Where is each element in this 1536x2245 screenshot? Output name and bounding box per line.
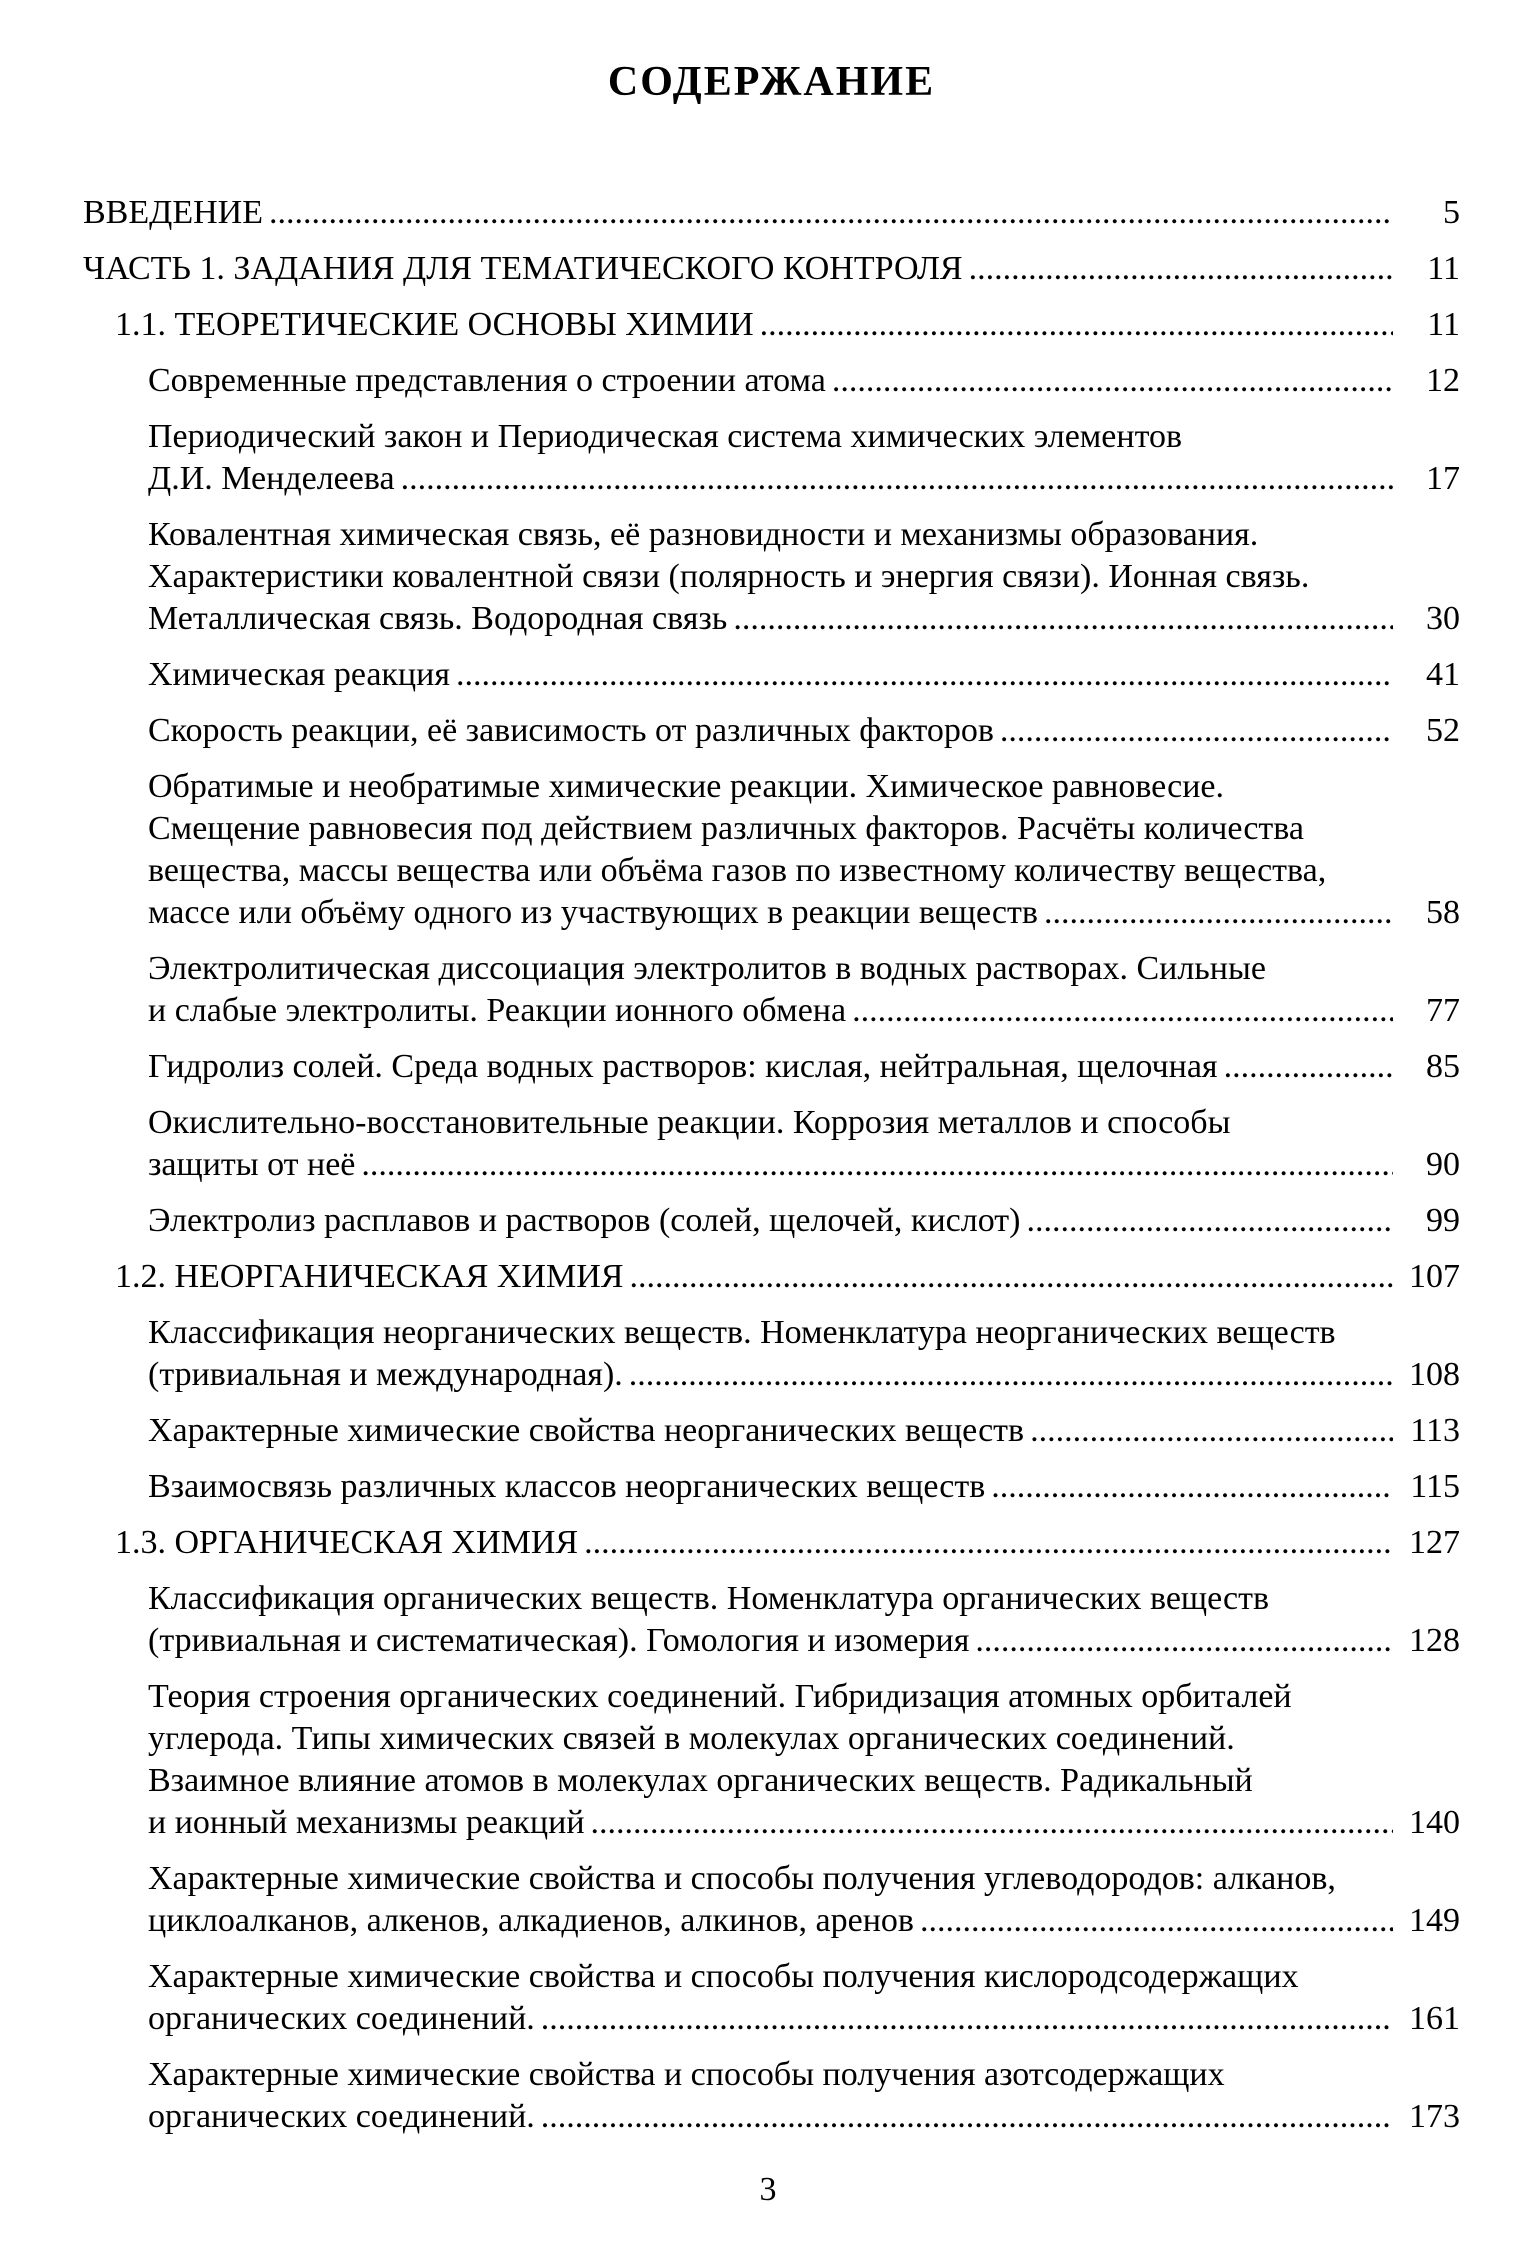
toc-entry-page-number: 99: [1426, 1202, 1460, 1239]
toc-entry-line: [148, 1466, 1460, 1508]
toc-entry-line: [83, 248, 1460, 290]
toc-entry-line: [148, 598, 1460, 640]
toc-leader-dots: [975, 1620, 1393, 1662]
toc-entry: [83, 1858, 1460, 1942]
toc-entry-line: [148, 1046, 1460, 1088]
toc-entry: [83, 1676, 1460, 1844]
toc-entry-line: Периодический закон и Периодическая система химических элементов: [148, 418, 1183, 455]
toc-leader-dots: [1030, 1410, 1393, 1452]
toc-entry-line: [115, 1522, 1460, 1564]
toc-entry-page-number: 11: [1427, 250, 1460, 287]
toc-entry-text: Электролиз расплавов и растворов (солей, щелочей, кислот): [148, 1202, 1021, 1239]
toc-leader-dots: [269, 192, 1393, 234]
toc-entry: [83, 1312, 1460, 1396]
toc-entry-line: [148, 1998, 1460, 2040]
toc-entry-line: [148, 1802, 1460, 1844]
toc-leader-dots: [361, 1144, 1393, 1186]
toc-entry-text: массе или объёму одного из участвующих в реакции веществ: [148, 894, 1038, 931]
toc-leader-dots: [760, 304, 1393, 346]
toc-entry-line: [115, 304, 1460, 346]
toc-leader-dots: [852, 990, 1393, 1032]
toc-entry-page-number: 113: [1410, 1412, 1460, 1449]
table-of-contents: [83, 192, 1460, 2138]
toc-entry: [83, 2054, 1460, 2138]
toc-entry: [83, 304, 1460, 346]
toc-leader-dots: [733, 598, 1393, 640]
toc-entry-line: Электролитическая диссоциация электролитов в водных растворах. Сильные: [148, 950, 1266, 987]
toc-leader-dots: [584, 1522, 1393, 1564]
toc-entry-page-number: 85: [1426, 1048, 1460, 1085]
toc-entry: [83, 248, 1460, 290]
toc-entry-text: 1.1. ТЕОРЕТИЧЕСКИЕ ОСНОВЫ ХИМИИ: [115, 306, 754, 343]
toc-entry-page-number: 90: [1426, 1146, 1460, 1183]
toc-entry-line: [115, 1256, 1460, 1298]
toc-entry-line: Окислительно-восстановительные реакции. Коррозия металлов и способы: [148, 1104, 1231, 1141]
toc-entry-line: [148, 1200, 1460, 1242]
toc-leader-dots: [832, 360, 1393, 402]
toc-entry-line: Теория строения органических соединений. Гибридизация атомных орбиталей: [148, 1678, 1292, 1715]
toc-leader-dots: [920, 1900, 1393, 1942]
toc-entry-line: [148, 1410, 1460, 1452]
toc-entry-line: [148, 710, 1460, 752]
toc-entry-line: [148, 892, 1460, 934]
toc-entry: [83, 948, 1460, 1032]
toc-entry-line: [148, 360, 1460, 402]
toc-entry-line: [148, 1144, 1460, 1186]
toc-entry-text: Характерные химические свойства неорганических веществ: [148, 1412, 1025, 1449]
toc-entry-text: 1.3. ОРГАНИЧЕСКАЯ ХИМИЯ: [115, 1524, 579, 1561]
toc-leader-dots: [541, 1998, 1393, 2040]
toc-leader-dots: [1026, 1200, 1393, 1242]
toc-entry-line: [148, 1354, 1460, 1396]
toc-leader-dots: [591, 1802, 1393, 1844]
toc-entry: [83, 1256, 1460, 1298]
toc-entry-page-number: 30: [1426, 600, 1460, 637]
toc-entry-page-number: 11: [1427, 306, 1460, 343]
toc-entry-page-number: 52: [1426, 712, 1460, 749]
toc-entry-line: углерода. Типы химических связей в молекулах органических соединений.: [148, 1720, 1235, 1757]
toc-entry-page-number: 115: [1410, 1468, 1460, 1505]
toc-entry-page-number: 128: [1409, 1622, 1460, 1659]
toc-entry-page-number: 41: [1426, 656, 1460, 693]
toc-entry-page-number: 173: [1409, 2098, 1460, 2135]
toc-entry-text: ВВЕДЕНИЕ: [83, 194, 263, 231]
toc-leader-dots: [1000, 710, 1393, 752]
toc-leader-dots: [1044, 892, 1393, 934]
toc-entry-page-number: 127: [1409, 1524, 1460, 1561]
toc-entry-text: ЧАСТЬ 1. ЗАДАНИЯ ДЛЯ ТЕМАТИЧЕСКОГО КОНТРОЛЯ: [83, 250, 963, 287]
toc-entry-text: Химическая реакция: [148, 656, 450, 693]
toc-entry-text: Скорость реакции, её зависимость от различных факторов: [148, 712, 994, 749]
toc-entry-line: [148, 1900, 1460, 1942]
toc-leader-dots: [969, 248, 1393, 290]
toc-entry-text: органических соединений.: [148, 2098, 535, 2135]
toc-entry-line: [148, 458, 1460, 500]
toc-entry-line: Взаимное влияние атомов в молекулах органических веществ. Радикальный: [148, 1762, 1253, 1799]
toc-entry-text: циклоалканов, алкенов, алкадиенов, алкинов, аренов: [148, 1902, 914, 1939]
page-title: СОДЕРЖАНИЕ: [607, 59, 936, 105]
toc-leader-dots: [401, 458, 1393, 500]
toc-entry: [83, 1410, 1460, 1452]
toc-entry: [83, 1466, 1460, 1508]
toc-entry-line: [148, 990, 1460, 1032]
toc-entry-page-number: 5: [1443, 194, 1460, 231]
toc-leader-dots: [629, 1256, 1393, 1298]
toc-entry-page-number: 140: [1409, 1804, 1460, 1841]
toc-entry-page-number: 161: [1409, 2000, 1460, 2037]
toc-entry-page-number: 107: [1409, 1258, 1460, 1295]
toc-entry-text: 1.2. НЕОРГАНИЧЕСКАЯ ХИМИЯ: [115, 1258, 624, 1295]
toc-entry-text: органических соединений.: [148, 2000, 535, 2037]
toc-entry-page-number: 12: [1426, 362, 1460, 399]
toc-entry-page-number: 149: [1409, 1902, 1460, 1939]
toc-entry-line: Ковалентная химическая связь, её разновидности и механизмы образования.: [148, 516, 1259, 553]
toc-entry-line: Классификация органических веществ. Номенклатура органических веществ: [148, 1580, 1270, 1617]
toc-entry: [83, 1046, 1460, 1088]
toc-entry-line: Характерные химические свойства и способы получения азотсодержащих: [148, 2056, 1225, 2093]
toc-entry-line: [148, 2096, 1460, 2138]
toc-entry-line: Смещение равновесия под действием различных факторов. Расчёты количества: [148, 810, 1304, 847]
toc-entry-text: Д.И. Менделеева: [148, 460, 395, 497]
toc-entry: [83, 710, 1460, 752]
toc-entry-text: Гидролиз солей. Среда водных растворов: кислая, нейтральная, щелочная: [148, 1048, 1218, 1085]
toc-entry-text: и ионный механизмы реакций: [148, 1804, 585, 1841]
toc-entry-page-number: 17: [1426, 460, 1460, 497]
toc-leader-dots: [1224, 1046, 1393, 1088]
toc-entry-page-number: 77: [1426, 992, 1460, 1029]
toc-entry: [83, 192, 1460, 234]
toc-entry-page-number: 58: [1426, 894, 1460, 931]
toc-entry-text: Современные представления о строении атома: [148, 362, 826, 399]
toc-entry: [83, 1956, 1460, 2040]
toc-entry-line: Обратимые и необратимые химические реакции. Химическое равновесие.: [148, 768, 1224, 805]
toc-entry: [83, 1102, 1460, 1186]
toc-leader-dots: [456, 654, 1393, 696]
toc-entry-line: Характерные химические свойства и способы получения углеводородов: алканов,: [148, 1860, 1336, 1897]
toc-entry: [83, 1200, 1460, 1242]
toc-entry-line: Классификация неорганических веществ. Номенклатура неорганических веществ: [148, 1314, 1336, 1351]
toc-entry-line: [148, 1620, 1460, 1662]
toc-entry: [83, 514, 1460, 640]
toc-entry: [83, 1578, 1460, 1662]
toc-entry: [83, 416, 1460, 500]
toc-entry-line: [148, 654, 1460, 696]
footer-page-number: 3: [759, 2171, 777, 2208]
toc-entry-page-number: 108: [1409, 1356, 1460, 1393]
toc-entry-text: Взаимосвязь различных классов неорганических веществ: [148, 1468, 986, 1505]
toc-entry-line: вещества, массы вещества или объёма газов по известному количеству вещества,: [148, 852, 1327, 889]
toc-entry: [83, 766, 1460, 934]
toc-entry-text: (тривиальная и международная).: [148, 1356, 623, 1393]
toc-leader-dots: [991, 1466, 1393, 1508]
toc-leader-dots: [629, 1354, 1393, 1396]
toc-entry: [83, 360, 1460, 402]
toc-entry-text: защиты от неё: [148, 1146, 356, 1183]
toc-entry: [83, 1522, 1460, 1564]
toc-entry-text: Металлическая связь. Водородная связь: [148, 600, 728, 637]
toc-entry-text: (тривиальная и систематическая). Гомология и изомерия: [148, 1622, 970, 1659]
toc-leader-dots: [541, 2096, 1393, 2138]
toc-entry-line: [83, 192, 1460, 234]
toc-entry-text: и слабые электролиты. Реакции ионного обмена: [148, 992, 847, 1029]
toc-entry-line: Характеристики ковалентной связи (полярность и энергия связи). Ионная связь.: [148, 558, 1310, 595]
toc-entry: [83, 654, 1460, 696]
toc-entry-line: Характерные химические свойства и способы получения кислородсодержащих: [148, 1958, 1299, 1995]
